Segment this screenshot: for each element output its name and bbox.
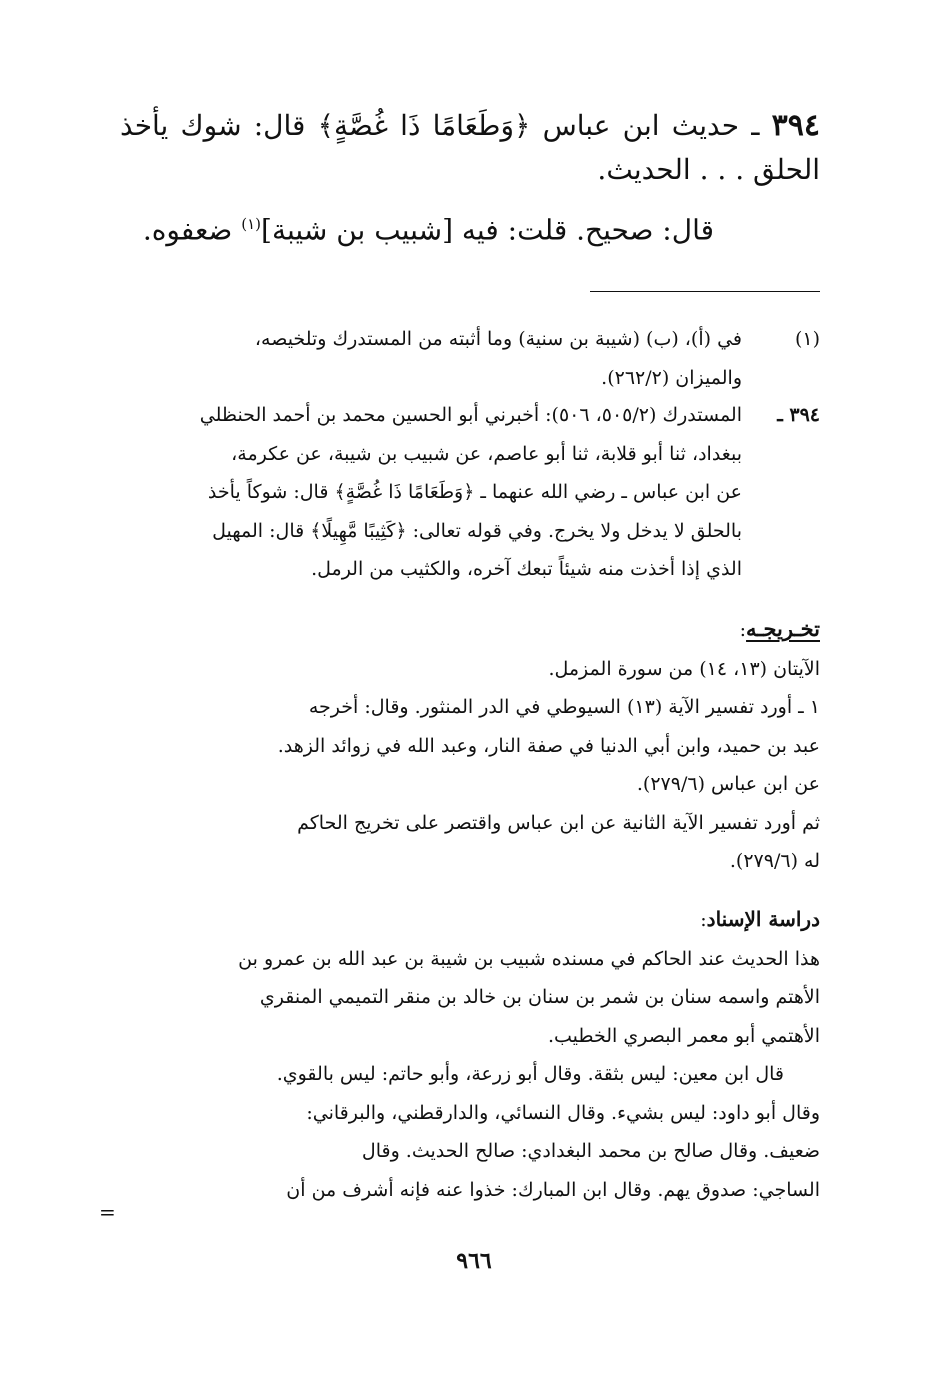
hadith-comment: قال: صحيح. قلت: فيه [شبيب بن شيبة]$^{(١)}$ ضعفوه. (142, 213, 714, 247)
footnote-line: عن ابن عباس ـ رضي الله عنهما ـ ﴿وَطَعَامًا ذَا غُصَّةٍ﴾ قال: شوكاً يأخذ (207, 481, 742, 503)
footnote-ref: (١) (241, 215, 262, 233)
footnote-line: الذي إذا أخذت منه شيئاً تبعك آخره، والكثيب من الرمل. (311, 558, 742, 580)
takhrij-line: عبد بن حميد، وابن أبي الدنيا في صفة النار، وعبد الله في زوائد الزهد. (277, 734, 820, 757)
takhrij-line: ثم أورد تفسير الآية الثانية عن ابن عباس واقتصر على تخريج الحاكم (297, 811, 820, 834)
takhrij-line: ١ ـ أورد تفسير الآية (١٣) السيوطي في الدر المنثور. وقال: أخرجه (308, 696, 820, 718)
footnote-separator (590, 291, 820, 292)
footnote-line: ببغداد، ثنا أبو قلابة، ثنا أبو عاصم، عن شبيب بن شيبة، عن عكرمة، (231, 442, 742, 465)
footnote-1 (120, 320, 820, 397)
footnote-line: المستدرك (٥٠٥/٢، ٥٠٦): أخبرني أبو الحسين محمد بن أحمد الحنظلي (199, 404, 742, 426)
hadith-entry (120, 104, 820, 192)
continuation-mark: = (99, 1200, 116, 1224)
isnad-section: دراسة الإسناد: هذا الحديث عند الحاكم في مسنده شبيب بن شيبة بن عبد الله بن عمرو بن الأهتم واسمه سنان بن شمر بن سنان بن خالد بن منقر التميمي المنقري الأهتمي أبو معمر البصري الخطيب. قال ابن معين: ليس بثقة. وقال أبو زرعة، وأبو حاتم: ليس بالقوي. وقال أبو داود: ليس بشيء. وقال النسائي، والدارقطني، والبرقاني: ضعيف. وقال صالح بن محمد البغدادي: صالح الحديث. وقال الساجي: صدوق يهم. وقال ابن المبارك: خذوا عنه فإنه أشرف من أن (120, 900, 820, 1209)
takhrij-line: عن ابن عباس (٢٧٩/٦). (636, 773, 820, 795)
takhrij-section: تخـريجـه: الآيتان (١٣، ١٤) من سورة المزمل. ١ ـ أورد تفسير الآية (١٣) السيوطي في الدر المنثور. وقال: أخرجه عبد بن حميد، وابن أبي الدنيا في صفة النار، وعبد الله في زوائد الزهد. عن ابن عباس (٢٧٩/٦). ثم أورد تفسير الآية الثانية عن ابن عباس واقتصر على تخريج الحاكم له (٢٧٩/٦). (120, 610, 820, 881)
isnad-line: قال ابن معين: ليس بثقة. وقال أبو زرعة، وأبو حاتم: ليس بالقوي. (276, 1063, 784, 1085)
footnote-line: في (أ)، (ب) (شيبة بن سنية) وما أثبته من المستدرك وتلخيصه، (254, 328, 742, 350)
isnad-line: الأهتمي أبو معمر البصري الخطيب. (547, 1024, 820, 1047)
main-hadith (120, 104, 820, 252)
isnad-line: هذا الحديث عند الحاكم في مسنده شبيب بن شيبة بن عبد الله بن عمرو بن (238, 947, 820, 970)
isnad-line: ضعيف. وقال صالح بن محمد البغدادي: صالح الحديث. وقال (361, 1140, 820, 1162)
takhrij-line: له (٢٧٩/٦). (729, 850, 820, 872)
footnote-marker: ٣٩٤ ـ (777, 404, 820, 426)
takhrij-line: الآيتان (١٣، ١٤) من سورة المزمل. (548, 657, 820, 680)
takhrij-heading: تخـريجـه (746, 616, 820, 641)
page-number: ٩٦٦ (456, 1248, 492, 1274)
footnote-line: والميزان (٢٦٢/٢). (601, 366, 742, 389)
isnad-line: وقال أبو داود: ليس بشيء. وقال النسائي، والدارقطني، والبرقاني: (306, 1101, 820, 1124)
hadith-number: ٣٩٤ (771, 108, 820, 143)
isnad-line: الأهتم واسمه سنان بن شمر بن سنان بن خالد بن منقر التميمي المنقري (259, 986, 820, 1008)
hadith-text: ـ حديث ابن عباس ﴿وَطَعَامًا ذَا غُصَّةٍ﴾ قال: شوك يأخذ الحلق . . . الحديث. (120, 109, 820, 186)
isnad-line: الساجي: صدوق يهم. وقال ابن المبارك: خذوا عنه فإنه أشرف من أن (286, 1178, 820, 1201)
footnote-394 (120, 396, 820, 589)
isnad-heading: دراسة الإسناد (706, 907, 820, 931)
footnote-marker: (١) (794, 328, 820, 350)
footnote-line: بالحلق لا يدخل ولا يخرج. وفي قوله تعالى: ﴿كَثِيبًا مَّهِيلًا﴾ قال: المهيل (212, 519, 742, 542)
